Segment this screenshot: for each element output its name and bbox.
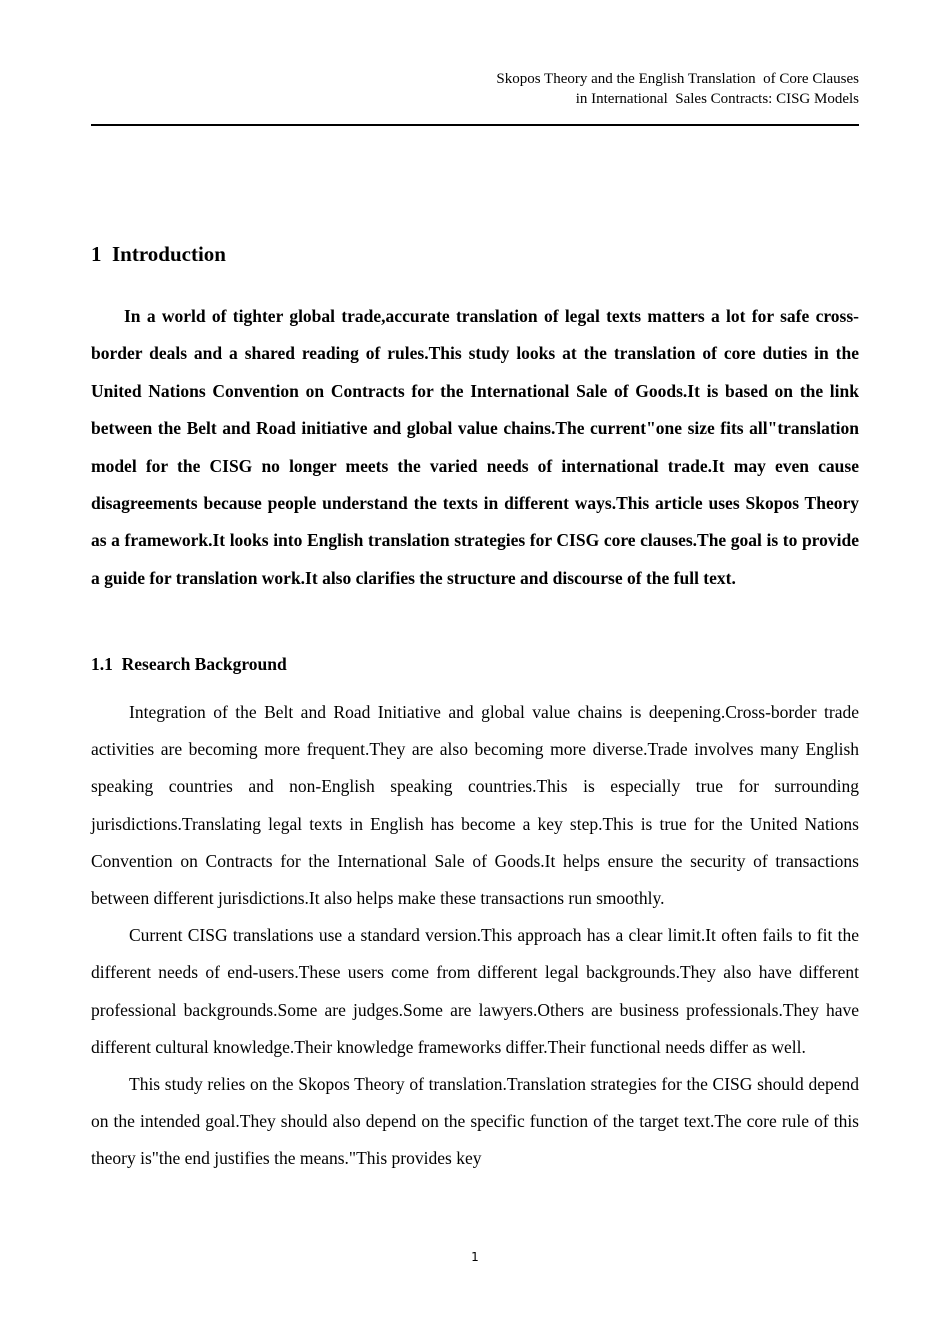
header-divider: [91, 124, 859, 126]
subsection-heading-research-background: 1.1 Research Background: [91, 654, 287, 674]
running-header-line-2: in International Sales Contracts: CISG Models: [575, 91, 859, 107]
body-text: [91, 694, 859, 1178]
running-header: [91, 69, 859, 109]
body-paragraph-3: This study relies on the Skopos Theory of translation.Translation strategies for the CISG should depend on the intended goal.They should also depend on the specific function of the target text.The core rule of this theory is"the end justifies the means."This provides key: [91, 1074, 859, 1169]
running-header-line-1: Skopos Theory and the English Translation of Core Clauses: [496, 71, 859, 87]
body-paragraph-2: Current CISG translations use a standard version.This approach has a clear limit.It often fails to fit the different needs of end-users.These users come from different legal backgrounds.They also have different professional backgrounds.Some are judges.Some are lawyers.Others are business professionals.They have different cultural knowledge.Their knowledge frameworks differ.Their functional needs differ as well.: [91, 925, 859, 1057]
body-paragraph-1: Integration of the Belt and Road Initiative and global value chains is deepening.Cross-border trade activities are becoming more frequent.They are also becoming more diverse.Trade involves many English speaking countries and non-English speaking countries.This is especially true for surrounding jurisdictions.Translating legal texts in English has become a key step.This is true for the United Nations Convention on Contracts for the International Sale of Goods.It helps ensure the security of transactions between different jurisdictions.It also helps make these transactions run smoothly.: [91, 702, 859, 909]
abstract-paragraph: In a world of tighter global trade,accurate translation of legal texts matters a lot for safe cross-border deals and a shared reading of rules.This study looks at the translation of core duties in the United Nations Convention on Contracts for the International Sale of Goods.It is based on the link between the Belt and Road initiative and global value chains.The current"one size fits all"translation model for the CISG no longer meets the varied needs of international trade.It may even cause disagreements because people understand the texts in different ways.This article uses Skopos Theory as a framework.It looks into English translation strategies for CISG core clauses.The goal is to provide a guide for translation work.It also clarifies the structure and discourse of the full text.: [91, 306, 859, 588]
section-heading-introduction: 1 Introduction: [91, 242, 226, 266]
page-number: 1: [471, 1250, 479, 1264]
